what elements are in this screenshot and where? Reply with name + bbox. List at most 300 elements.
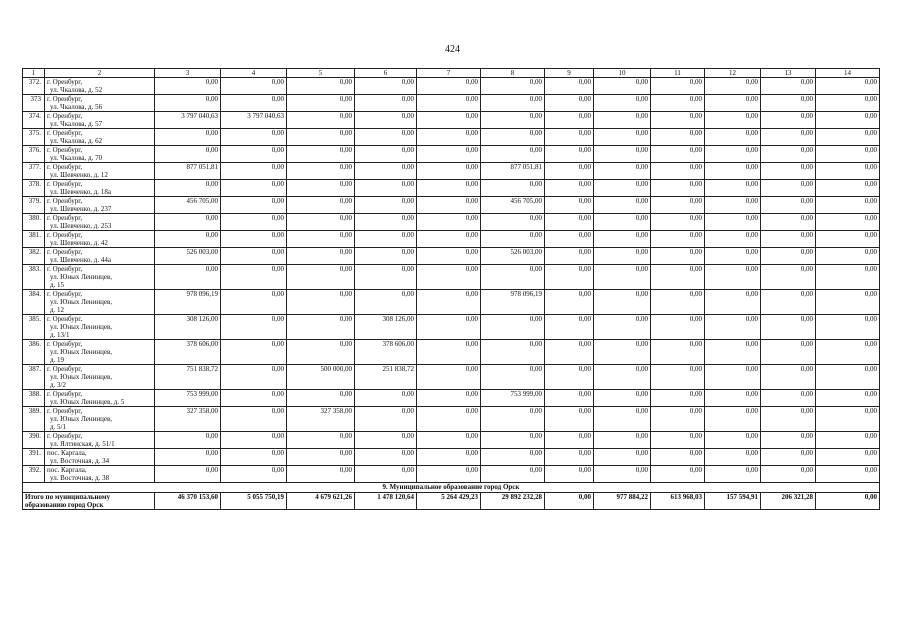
amount-cell: 0,00 [417, 129, 481, 146]
amount-cell: 0,00 [651, 231, 705, 248]
amount-cell: 0,00 [287, 163, 355, 180]
amount-cell: 0,00 [594, 95, 651, 112]
address-line: ул. Юных Ленинцев, [50, 298, 113, 306]
address-cell [45, 112, 155, 129]
table-row [23, 315, 880, 340]
amount-cell: 0,00 [545, 163, 594, 180]
amount-cell: 0,00 [816, 449, 880, 466]
amount-cell: 0,00 [761, 95, 816, 112]
column-header: 7 [417, 69, 481, 78]
amount-cell: 0,00 [594, 432, 651, 449]
address-line: ул. Восточная, д. 38 [50, 474, 110, 482]
total-cell: 29 892 232,28 [481, 493, 545, 510]
amount-cell: 0,00 [481, 466, 545, 483]
amount-cell: 0,00 [355, 466, 417, 483]
table-row [23, 180, 880, 197]
amount-cell: 0,00 [417, 146, 481, 163]
amount-cell: 0,00 [481, 78, 545, 95]
address-line: ул. Чкалова, д. 62 [50, 137, 103, 145]
amount-cell: 0,00 [355, 197, 417, 214]
amount-cell: 0,00 [705, 197, 761, 214]
amount-cell: 0,00 [481, 214, 545, 231]
amount-cell: 0,00 [221, 449, 287, 466]
amount-cell: 0,00 [705, 112, 761, 129]
amount-cell: 0,00 [221, 231, 287, 248]
amount-cell: 0,00 [221, 78, 287, 95]
column-header: 6 [355, 69, 417, 78]
column-header: 10 [594, 69, 651, 78]
amount-cell: 0,00 [594, 231, 651, 248]
amount-cell: 0,00 [705, 146, 761, 163]
address-line: ул. Юных Ленинцев, [50, 273, 113, 281]
row-number: 387. [23, 365, 45, 390]
amount-cell: 0,00 [221, 407, 287, 432]
amount-cell: 0,00 [761, 432, 816, 449]
amount-cell: 0,00 [287, 290, 355, 315]
table-row [23, 163, 880, 180]
address-cell [45, 231, 155, 248]
address-line: г. Оренбург, [47, 146, 83, 154]
amount-cell: 0,00 [816, 163, 880, 180]
table-row [23, 214, 880, 231]
amount-cell: 0,00 [705, 449, 761, 466]
address-line: ул. Юных Ленинцев, [50, 373, 113, 381]
amount-cell: 0,00 [705, 290, 761, 315]
row-number: 383. [23, 265, 45, 290]
table-row [23, 432, 880, 449]
amount-cell: 0,00 [594, 365, 651, 390]
table-row [23, 340, 880, 365]
amount-cell: 251 838,72 [355, 365, 417, 390]
address-line: д. 3/2 [50, 381, 67, 389]
amount-cell: 0,00 [545, 365, 594, 390]
table-row [23, 365, 880, 390]
amount-cell: 877 051,81 [481, 163, 545, 180]
address-line: д. 5/1 [50, 423, 67, 431]
amount-cell: 0,00 [761, 78, 816, 95]
column-header: 14 [816, 69, 880, 78]
amount-cell: 0,00 [705, 231, 761, 248]
section-row [23, 483, 880, 493]
amount-cell: 0,00 [594, 340, 651, 365]
amount-cell: 0,00 [417, 365, 481, 390]
amount-cell: 0,00 [287, 340, 355, 365]
amount-cell: 500 000,00 [287, 365, 355, 390]
amount-cell: 0,00 [417, 231, 481, 248]
amount-cell: 0,00 [594, 129, 651, 146]
amount-cell: 0,00 [816, 214, 880, 231]
amount-cell: 0,00 [816, 466, 880, 483]
address-line: ул. Шевченко, д. 44а [50, 256, 111, 264]
amount-cell: 0,00 [287, 197, 355, 214]
address-cell [45, 340, 155, 365]
amount-cell: 0,00 [481, 180, 545, 197]
amount-cell: 0,00 [155, 95, 221, 112]
amount-cell: 0,00 [221, 214, 287, 231]
amount-cell: 0,00 [761, 290, 816, 315]
amount-cell: 0,00 [287, 146, 355, 163]
amount-cell: 0,00 [545, 146, 594, 163]
amount-cell: 0,00 [761, 365, 816, 390]
address-line: г. Оренбург, [47, 365, 83, 373]
amount-cell: 0,00 [221, 146, 287, 163]
total-cell: 157 594,91 [705, 493, 761, 510]
amount-cell: 0,00 [761, 315, 816, 340]
table-row [23, 129, 880, 146]
amount-cell: 0,00 [287, 248, 355, 265]
amount-cell: 0,00 [761, 248, 816, 265]
address-line: ул. Чкалова, д. 57 [50, 120, 103, 128]
amount-cell: 0,00 [221, 163, 287, 180]
amount-cell: 0,00 [651, 129, 705, 146]
address-line: г. Оренбург, [47, 231, 83, 239]
row-number: 380. [23, 214, 45, 231]
amount-cell: 0,00 [761, 197, 816, 214]
amount-cell: 0,00 [481, 432, 545, 449]
amount-cell: 0,00 [705, 390, 761, 407]
amount-cell: 0,00 [545, 231, 594, 248]
row-number: 385. [23, 315, 45, 340]
column-header: 11 [651, 69, 705, 78]
amount-cell: 0,00 [481, 365, 545, 390]
table-row [23, 248, 880, 265]
amount-cell: 0,00 [221, 340, 287, 365]
row-number: 381. [23, 231, 45, 248]
column-header: 12 [705, 69, 761, 78]
amount-cell: 0,00 [705, 365, 761, 390]
address-line: ул. Чкалова, д. 56 [50, 103, 103, 111]
amount-cell: 0,00 [594, 248, 651, 265]
amount-cell: 0,00 [287, 231, 355, 248]
row-number: 386. [23, 340, 45, 365]
amount-cell: 0,00 [481, 112, 545, 129]
address-line: г. Оренбург, [47, 340, 83, 348]
amount-cell: 0,00 [355, 407, 417, 432]
amount-cell: 0,00 [816, 129, 880, 146]
amount-cell: 0,00 [355, 95, 417, 112]
amount-cell: 0,00 [417, 112, 481, 129]
address-line: ул. Шевченко, д. 12 [50, 171, 108, 179]
address-line: г. Оренбург, [47, 390, 83, 398]
row-number: 377. [23, 163, 45, 180]
amount-cell: 0,00 [761, 466, 816, 483]
amount-cell: 0,00 [594, 214, 651, 231]
table-row [23, 197, 880, 214]
amount-cell: 0,00 [705, 214, 761, 231]
amount-cell: 0,00 [287, 214, 355, 231]
amount-cell: 0,00 [355, 112, 417, 129]
amount-cell: 0,00 [761, 407, 816, 432]
address-line: г. Оренбург, [47, 290, 83, 298]
amount-cell: 0,00 [545, 407, 594, 432]
address-line: ул. Юных Ленинцев, [50, 348, 113, 356]
amount-cell: 753 999,00 [155, 390, 221, 407]
amount-cell: 0,00 [705, 340, 761, 365]
amount-cell: 0,00 [417, 248, 481, 265]
amount-cell: 0,00 [545, 129, 594, 146]
address-line: г. Оренбург, [47, 78, 83, 86]
amount-cell: 0,00 [355, 163, 417, 180]
amount-cell: 0,00 [287, 315, 355, 340]
address-line: г. Оренбург, [47, 315, 83, 323]
table-row [23, 78, 880, 95]
amount-cell: 0,00 [417, 95, 481, 112]
amount-cell: 0,00 [651, 248, 705, 265]
amount-cell: 0,00 [761, 340, 816, 365]
amount-cell: 0,00 [816, 197, 880, 214]
amount-cell: 0,00 [481, 146, 545, 163]
amount-cell: 0,00 [545, 214, 594, 231]
amount-cell: 0,00 [761, 390, 816, 407]
amount-cell: 0,00 [594, 146, 651, 163]
amount-cell: 0,00 [221, 466, 287, 483]
amount-cell: 0,00 [651, 146, 705, 163]
amount-cell: 0,00 [705, 315, 761, 340]
section-title: 9. Муниципальное образование город Орск [23, 483, 880, 493]
amount-cell: 0,00 [221, 248, 287, 265]
amount-cell: 0,00 [594, 180, 651, 197]
amount-cell: 0,00 [594, 390, 651, 407]
amount-cell: 0,00 [221, 315, 287, 340]
amount-cell: 0,00 [816, 315, 880, 340]
amount-cell: 0,00 [287, 466, 355, 483]
amount-cell: 0,00 [761, 129, 816, 146]
amount-cell: 0,00 [221, 180, 287, 197]
amount-cell: 0,00 [816, 365, 880, 390]
address-line: ул. Юных Ленинцев, д. 5 [50, 398, 125, 406]
amount-cell: 0,00 [651, 163, 705, 180]
amount-cell: 0,00 [545, 265, 594, 290]
amount-cell: 0,00 [481, 449, 545, 466]
amount-cell: 456 705,00 [481, 197, 545, 214]
amount-cell: 0,00 [651, 197, 705, 214]
table-body [23, 78, 880, 483]
address-line: ул. Восточная, д. 34 [50, 457, 110, 465]
column-header: 1 [23, 69, 45, 78]
address-cell [45, 432, 155, 449]
address-line: г. Оренбург, [47, 197, 83, 205]
amount-cell: 456 705,00 [155, 197, 221, 214]
total-cell: 206 321,28 [761, 493, 816, 510]
amount-cell: 0,00 [761, 265, 816, 290]
amount-cell: 0,00 [816, 146, 880, 163]
address-cell [45, 466, 155, 483]
amount-cell: 0,00 [481, 129, 545, 146]
address-line: ул. Чкалова, д. 52 [50, 86, 103, 94]
address-line: г. Оренбург, [47, 180, 83, 188]
address-line: д. 15 [50, 281, 65, 289]
amount-cell: 0,00 [221, 95, 287, 112]
address-line: г. Оренбург, [47, 248, 83, 256]
total-cell: 5 264 429,23 [417, 493, 481, 510]
amount-cell: 877 051,81 [155, 163, 221, 180]
amount-cell: 0,00 [287, 112, 355, 129]
address-line: д. 12 [50, 306, 65, 314]
amount-cell: 0,00 [481, 231, 545, 248]
amount-cell: 0,00 [287, 180, 355, 197]
address-cell [45, 146, 155, 163]
amount-cell: 0,00 [221, 432, 287, 449]
amount-cell: 0,00 [155, 78, 221, 95]
total-cell: 0,00 [545, 493, 594, 510]
amount-cell: 0,00 [287, 78, 355, 95]
amount-cell: 0,00 [481, 265, 545, 290]
amount-cell: 0,00 [705, 432, 761, 449]
amount-cell: 3 797 040,63 [155, 112, 221, 129]
amount-cell: 0,00 [155, 432, 221, 449]
address-line: д. 19 [50, 356, 65, 364]
total-cell: 46 370 153,60 [155, 493, 221, 510]
address-cell [45, 197, 155, 214]
amount-cell: 327 358,00 [287, 407, 355, 432]
table-row [23, 265, 880, 290]
amount-cell: 0,00 [417, 265, 481, 290]
amount-cell: 0,00 [594, 466, 651, 483]
address-line: г. Оренбург, [47, 163, 83, 171]
amount-cell: 378 606,00 [155, 340, 221, 365]
table-row [23, 112, 880, 129]
amount-cell: 0,00 [594, 315, 651, 340]
total-label: Итого по муниципальному образованию город Орск [23, 493, 155, 510]
address-line: ул. Чкалова, д. 70 [50, 154, 103, 162]
amount-cell: 0,00 [816, 95, 880, 112]
amount-cell: 751 838,72 [155, 365, 221, 390]
row-number: 388. [23, 390, 45, 407]
amount-cell: 0,00 [417, 466, 481, 483]
amount-cell: 0,00 [816, 265, 880, 290]
row-number: 379. [23, 197, 45, 214]
amount-cell: 0,00 [816, 231, 880, 248]
address-cell [45, 449, 155, 466]
amount-cell: 0,00 [287, 449, 355, 466]
column-header: 5 [287, 69, 355, 78]
amount-cell: 0,00 [761, 231, 816, 248]
address-line: г. Оренбург, [47, 407, 83, 415]
amount-cell: 0,00 [417, 315, 481, 340]
amount-cell: 0,00 [155, 129, 221, 146]
amount-cell: 0,00 [651, 95, 705, 112]
amount-cell: 0,00 [355, 231, 417, 248]
amount-cell: 0,00 [705, 180, 761, 197]
amount-cell: 327 358,00 [155, 407, 221, 432]
table-row [23, 95, 880, 112]
address-line: ул. Юных Ленинцев, [50, 415, 113, 423]
amount-cell: 378 606,00 [355, 340, 417, 365]
amount-cell: 0,00 [545, 432, 594, 449]
amount-cell: 0,00 [417, 163, 481, 180]
total-cell: 613 968,03 [651, 493, 705, 510]
row-number: 378. [23, 180, 45, 197]
address-cell [45, 163, 155, 180]
amount-cell: 0,00 [816, 180, 880, 197]
amount-cell: 0,00 [155, 231, 221, 248]
table-row [23, 146, 880, 163]
address-cell [45, 407, 155, 432]
amount-cell: 0,00 [221, 390, 287, 407]
amount-cell: 0,00 [816, 432, 880, 449]
total-row [23, 493, 880, 510]
address-cell [45, 365, 155, 390]
amount-cell: 978 096,19 [155, 290, 221, 315]
address-line: г. Оренбург, [47, 95, 83, 103]
amount-cell: 526 003,00 [481, 248, 545, 265]
address-cell [45, 78, 155, 95]
amount-cell: 0,00 [651, 390, 705, 407]
amount-cell: 0,00 [355, 129, 417, 146]
amount-cell: 0,00 [816, 390, 880, 407]
row-number: 373 [23, 95, 45, 112]
address-line: д. 13/1 [50, 331, 70, 339]
amount-cell: 308 126,00 [355, 315, 417, 340]
amount-cell: 0,00 [355, 214, 417, 231]
amount-cell: 0,00 [155, 265, 221, 290]
amount-cell: 0,00 [651, 180, 705, 197]
amount-cell: 0,00 [355, 248, 417, 265]
amount-cell: 0,00 [545, 95, 594, 112]
table-footer [23, 483, 880, 510]
amount-cell: 0,00 [761, 146, 816, 163]
amount-cell: 0,00 [417, 290, 481, 315]
table-row [23, 290, 880, 315]
amount-cell: 0,00 [545, 112, 594, 129]
amount-cell: 0,00 [287, 95, 355, 112]
amount-cell: 0,00 [761, 112, 816, 129]
amount-cell: 0,00 [355, 390, 417, 407]
amount-cell: 0,00 [417, 180, 481, 197]
row-number: 390. [23, 432, 45, 449]
table-row [23, 449, 880, 466]
amount-cell: 0,00 [417, 390, 481, 407]
amount-cell: 0,00 [594, 163, 651, 180]
amount-cell: 0,00 [651, 214, 705, 231]
row-number: 374. [23, 112, 45, 129]
funding-table [22, 68, 880, 510]
amount-cell: 0,00 [705, 248, 761, 265]
column-header: 2 [45, 69, 155, 78]
row-number: 372. [23, 78, 45, 95]
address-line: г. Оренбург, [47, 129, 83, 137]
amount-cell: 0,00 [287, 129, 355, 146]
amount-cell: 0,00 [155, 180, 221, 197]
row-number: 376. [23, 146, 45, 163]
amount-cell: 0,00 [761, 180, 816, 197]
amount-cell: 0,00 [594, 78, 651, 95]
amount-cell: 0,00 [355, 146, 417, 163]
amount-cell: 0,00 [155, 466, 221, 483]
address-line: ул. Ялтинская, д. 51/1 [50, 440, 115, 448]
column-header: 13 [761, 69, 816, 78]
total-cell: 0,00 [816, 493, 880, 510]
amount-cell: 0,00 [761, 449, 816, 466]
amount-cell: 0,00 [651, 315, 705, 340]
table-row [23, 466, 880, 483]
amount-cell: 0,00 [651, 466, 705, 483]
amount-cell: 308 126,00 [155, 315, 221, 340]
row-number: 375. [23, 129, 45, 146]
amount-cell: 526 003,00 [155, 248, 221, 265]
amount-cell: 3 797 040,63 [221, 112, 287, 129]
address-line: г. Оренбург, [47, 214, 83, 222]
amount-cell: 0,00 [221, 129, 287, 146]
amount-cell: 0,00 [651, 112, 705, 129]
amount-cell: 0,00 [221, 290, 287, 315]
amount-cell: 0,00 [651, 290, 705, 315]
address-line: ул. Шевченко, д. 18а [50, 188, 111, 196]
address-line: ул. Юных Ленинцев, [50, 323, 113, 331]
address-cell [45, 315, 155, 340]
column-header: 4 [221, 69, 287, 78]
row-number: 391. [23, 449, 45, 466]
